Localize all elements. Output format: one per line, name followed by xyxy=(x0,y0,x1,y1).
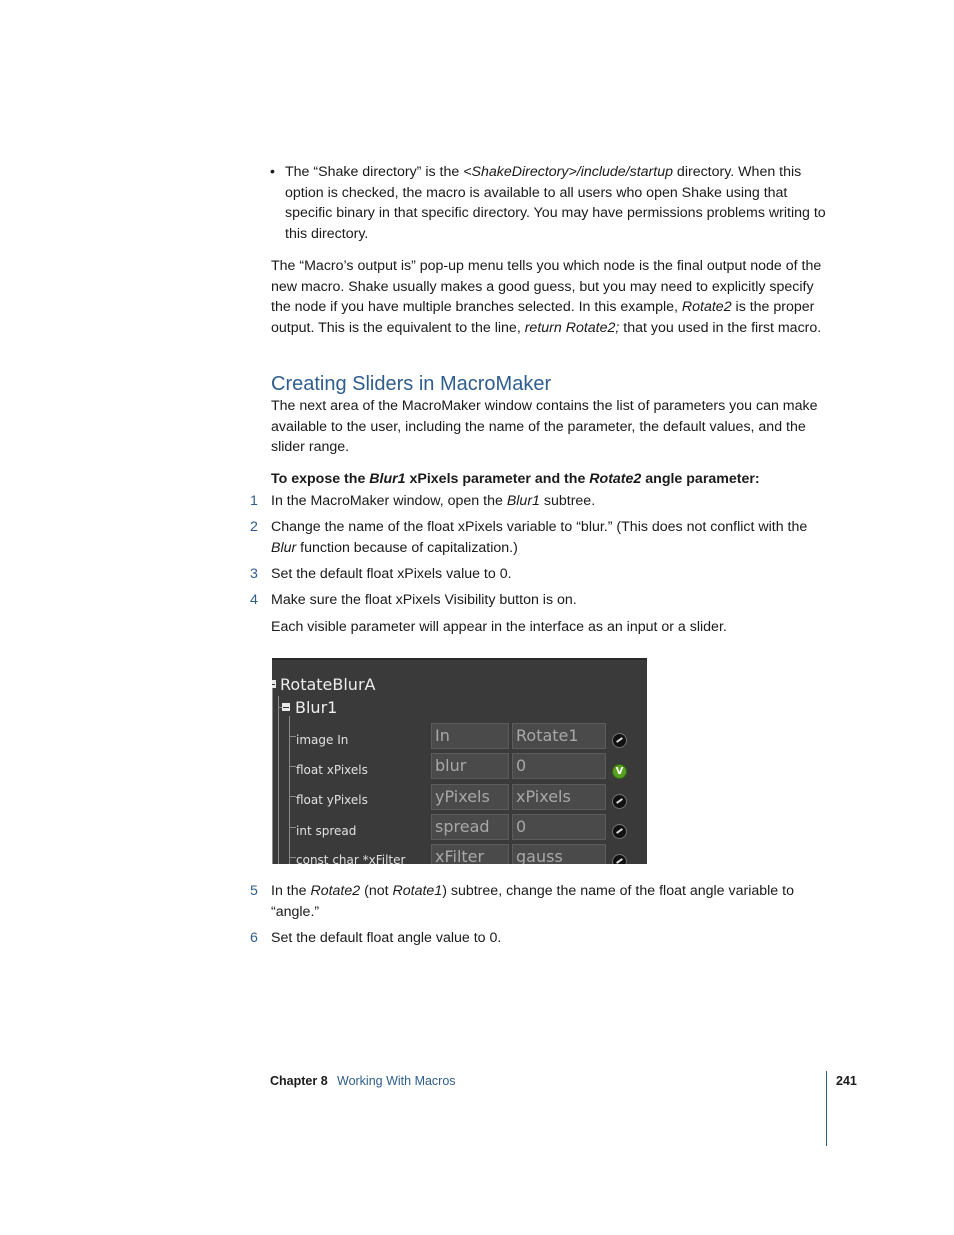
step-text: Change the name of the float xPixels variable to “blur.” (This does not conflict with the Blur function because of capitalization.) xyxy=(271,519,808,556)
footer-chapter: Chapter 8 xyxy=(270,1074,328,1088)
step-text: Set the default float xPixels value to 0. xyxy=(271,566,512,582)
visibility-toggle-icon[interactable] xyxy=(612,854,627,864)
tree-line xyxy=(289,827,296,828)
param-value-field[interactable]: gauss xyxy=(512,844,606,864)
step-text: Make sure the float xPixels Visibility button is on. xyxy=(271,592,577,608)
step-number: 2 xyxy=(250,519,258,535)
param-name-field[interactable]: yPixels xyxy=(431,784,509,810)
tree-root-label: RotateBlurA xyxy=(280,675,376,694)
step-5 xyxy=(250,881,830,922)
visibility-toggle-icon[interactable] xyxy=(612,794,627,809)
page-number: 241 xyxy=(836,1074,857,1088)
step-text: In the MacroMaker window, open the Blur1 subtree. xyxy=(271,493,596,509)
tree-node-label: Blur1 xyxy=(295,698,338,717)
tree-line xyxy=(278,696,279,864)
step-6 xyxy=(250,928,830,949)
step-2 xyxy=(250,517,830,558)
step-text: In the Rotate2 (not Rotate1) subtree, change the name of the float angle variable to “angle.” xyxy=(271,883,794,920)
step-number: 6 xyxy=(250,930,258,946)
param-label: const char *xFilter xyxy=(296,853,406,864)
visibility-toggle-icon[interactable] xyxy=(612,824,627,839)
paragraph-intro: The next area of the MacroMaker window contains the list of parameters you can make available to the user, including the name of the parameter, the default values, and the slider range. xyxy=(271,398,818,455)
step-3 xyxy=(250,564,830,585)
tree-line xyxy=(289,796,296,797)
param-name-field[interactable]: spread xyxy=(431,814,509,840)
param-label: int spread xyxy=(296,824,357,838)
param-name-field[interactable]: blur xyxy=(431,753,509,779)
bullet-item-shake-directory xyxy=(270,162,826,244)
procedure-title: To expose the Blur1 xPixels parameter and the Rotate2 angle parameter: xyxy=(271,471,760,487)
bullet-text: The “Shake directory” is the <ShakeDirectory>/include/startup directory. When this option is checked, the macro is available to all users who open Shake using that specific binary in that specific directory. You may have permissions problems writing to this directory. xyxy=(285,164,826,242)
step-text: Set the default float angle value to 0. xyxy=(271,930,502,946)
param-label: float yPixels xyxy=(296,793,368,807)
tree-line xyxy=(289,857,296,858)
step-number: 3 xyxy=(250,566,258,582)
paragraph-macro-output: The “Macro’s output is” pop-up menu tells you which node is the final output node of the new macro. Shake usually makes a good guess, but you may need to explicitly specify the node if you have multiple branches selected. In this example, Rotate2 is the proper output. This is the equivalent to the line, return Rotate2; that you used in the first macro. xyxy=(271,258,822,336)
footer-divider xyxy=(826,1071,827,1146)
param-value-field[interactable]: 0 xyxy=(512,753,606,779)
param-name-field[interactable]: In xyxy=(431,723,509,749)
collapse-icon[interactable] xyxy=(272,680,276,688)
macromaker-screenshot xyxy=(272,658,647,864)
bullet-marker: • xyxy=(270,164,275,180)
visibility-toggle-icon[interactable] xyxy=(612,733,627,748)
param-label: image In xyxy=(296,733,349,747)
footer-chapter-title: Working With Macros xyxy=(337,1074,456,1088)
visibility-toggle-on-icon[interactable]: V xyxy=(612,764,627,779)
step-4 xyxy=(250,590,830,611)
step-number: 5 xyxy=(250,883,258,899)
step-4-note: Each visible parameter will appear in the interface as an input or a slider. xyxy=(271,619,727,635)
param-name-field[interactable]: xFilter xyxy=(431,844,509,864)
tree-line xyxy=(272,680,273,864)
param-value-field[interactable]: Rotate1 xyxy=(512,723,606,749)
tree-line xyxy=(289,736,296,737)
param-value-field[interactable]: xPixels xyxy=(512,784,606,810)
collapse-icon[interactable] xyxy=(282,703,290,711)
step-number: 4 xyxy=(250,592,258,608)
tree-line xyxy=(289,766,296,767)
tree-line xyxy=(289,716,290,864)
param-value-field[interactable]: 0 xyxy=(512,814,606,840)
section-heading: Creating Sliders in MacroMaker xyxy=(271,373,552,395)
param-label: float xPixels xyxy=(296,763,368,777)
step-number: 1 xyxy=(250,493,258,509)
step-1 xyxy=(250,491,830,512)
